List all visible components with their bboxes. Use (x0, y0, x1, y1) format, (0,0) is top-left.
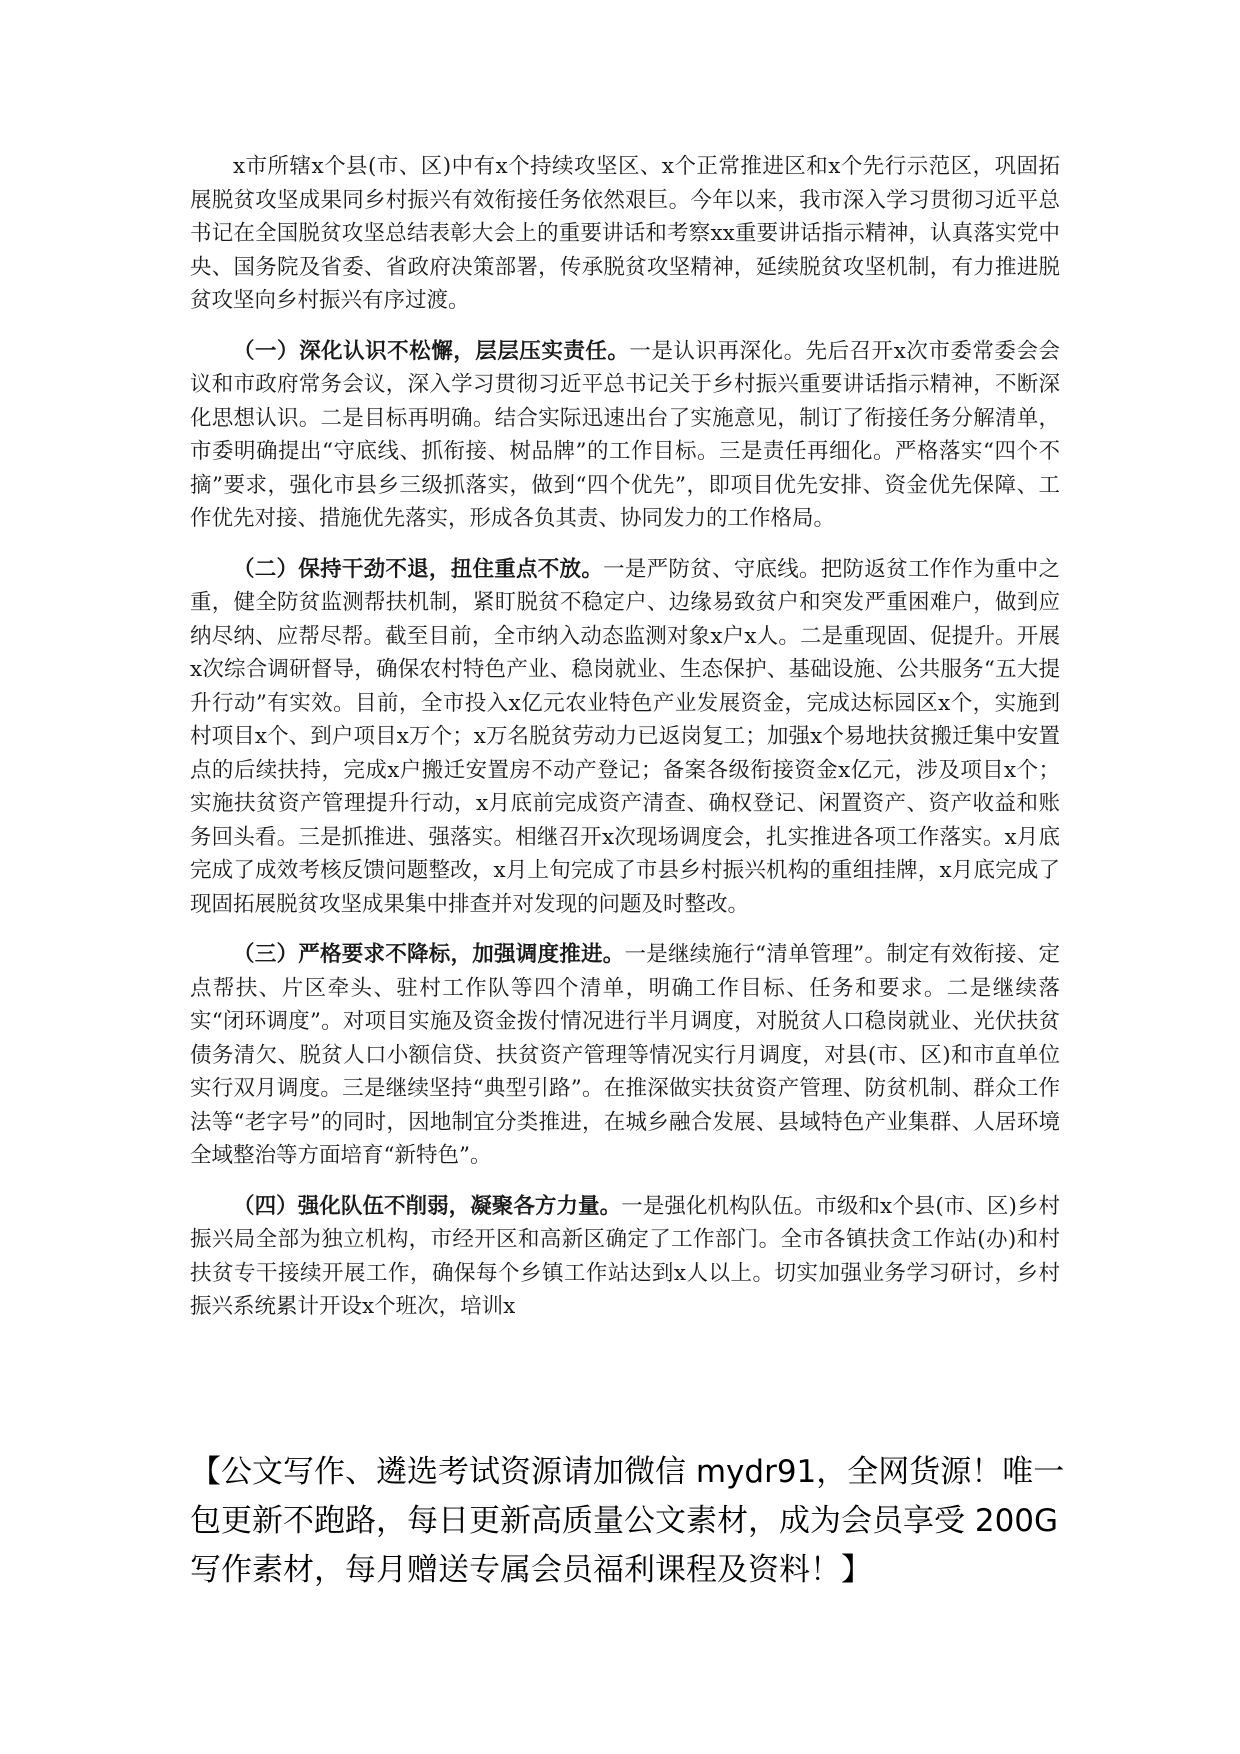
section-4-text: 一是强化机构队伍。市级和x个县(市、区)乡村振兴局全部为独立机构，市经开区和高新区确定了工作部门。全市各镇扶贪工作站(办)和村扶贫专干接续开展工作，确保每个乡镇工作站达到x人以上。切实加强业务学习研讨，乡村振兴系统累计开设x个班次，培训x (190, 1193, 1060, 1319)
section-2-paragraph (190, 553, 1060, 922)
paragraph-text: x市所辖x个县(市、区)中有x个持续攻坚区、x个正常推进区和x个先行示范区，巩固拓展脱贫攻坚成果同乡村振兴有效衔接任务依然艰巨。今年以来，我市深入学习贯彻习近平总书记在全国脱贫攻坚总结表彰大会上的重要讲话和考察xx重要讲话指示精神，认真落实党中央、国务院及省委、省政府决策部署，传承脱贫攻坚精神，延续脱贫攻坚机制，有力推进脱贫攻坚向乡村振兴有序过渡。 (190, 154, 1060, 313)
section-3-paragraph (190, 938, 1060, 1173)
section-2-heading: （二）保持干劲不退，扭住重点不放。 (233, 556, 604, 582)
promo-banner-text: 【公文写作、遴选考试资源请加微信 mydr91，全网货源！唯一包更新不跑路，每日更新高质量公文素材，成为会员享受 200G 写作素材，每月赠送专属会员福利课程及资料！】 (190, 1454, 1065, 1588)
section-3-text: 一是继续施行“清单管理”。制定有效衔接、定点帮扶、片区牵头、驻村工作队等四个清单，明确工作目标、任务和要求。二是继续落实“闭环调度”。对项目实施及资金拨付情况进行半月调度，对脱贫人口稳岗就业、光伏扶贫债务清欠、脱贫人口小额信贷、扶贫资产管理等情况实行月调度，对县(市、区)和市直单位实行双月调度。三是继续坚持“典型引路”。在推深做实扶贫资产管理、防贫机制、群众工作法等“老字号”的同时，因地制宜分类推进，在城乡融合发展、县域特色产业集群、人居环境全域整治等方面培育“新特色”。 (190, 942, 1060, 1168)
section-4-paragraph (190, 1190, 1060, 1324)
section-1-paragraph (190, 335, 1060, 536)
intro-paragraph (190, 150, 1060, 318)
document-body (190, 150, 1060, 1341)
section-2-text: 一是严防贫、守底线。把防返贫工作作为重中之重，健全防贫监测帮扶机制，紧盯脱贫不稳定户、边缘易致贫户和突发严重困难户，做到应纳尽纳、应帮尽帮。截至目前，全市纳入动态监测对象x户x人。二是重现固、促提升。开展x次综合调研督导，确保农村特色产业、稳岗就业、生态保护、基础设施、公共服务“五大提升行动”有实效。目前，全市投入x亿元农业特色产业发展资金，完成达标园区x个，实施到村项目x个、到户项目x万个；x万名脱贫劳动力已返岗复工；加强x个易地扶贫搬迁集中安置点的后续扶持，完成x户搬迁安置房不动产登记；备案各级衔接资金x亿元，涉及项目x个；实施扶贫资产管理提升行动，x月底前完成资产清查、确权登记、闲置资产、资产收益和账务回头看。三是抓推进、强落实。相继召开x次现场调度会，扎实推进各项工作落实。x月底完成了成效考核反馈问题整改，x月上旬完成了市县乡村振兴机构的重组挂牌，x月底完成了现固拓展脱贫攻坚成果集中排查并对发现的问题及时整改。 (190, 556, 1060, 917)
section-1-text: 一是认识再深化。先后召开x次市委常委会会议和市政府常务会议，深入学习贯彻习近平总书记关于乡村振兴重要讲话指示精神，不断深化思想认识。二是目标再明确。结合实际迅速出台了实施意见，制订了衔接任务分解清单，市委明确提出“守底线、抓衔接、树品牌”的工作目标。三是责任再细化。严格落实“四个不摘”要求，强化市县乡三级抓落实，做到“四个优先”，即项目优先安排、资金优先保障、工作优先对接、措施优先落实，形成各负其责、协同发力的工作格局。 (190, 338, 1060, 531)
section-4-heading: （四）强化队伍不削弱，凝聚各方力量。 (233, 1193, 622, 1219)
section-1-heading: （一）深化认识不松懈，层层压实责任。 (233, 338, 630, 364)
section-3-heading: （三）严格要求不降标，加强调度推进。 (233, 942, 625, 967)
